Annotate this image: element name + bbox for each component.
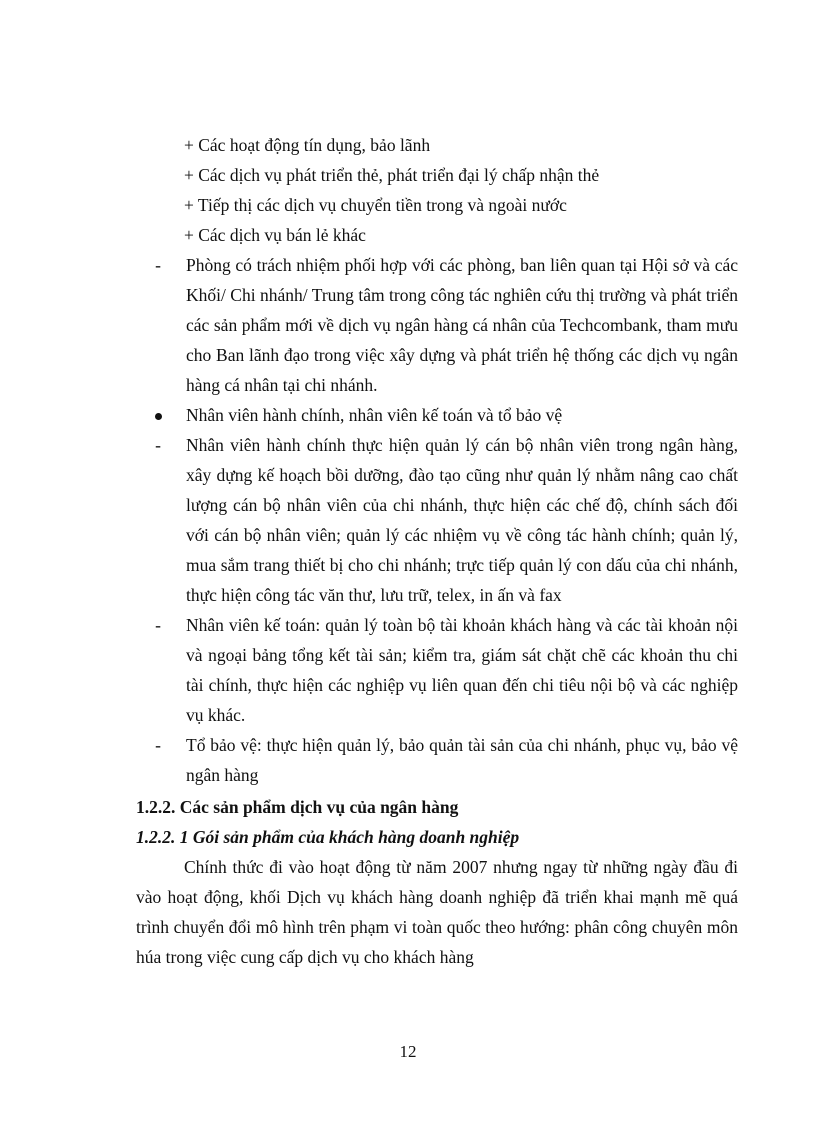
dash-marker: - [155, 255, 161, 275]
list-item-responsibility [136, 250, 738, 400]
dash-marker: - [155, 735, 161, 755]
list-item-security [136, 730, 738, 790]
item-text: Tổ bảo vệ: thực hiện quản lý, bảo quản tài sản của chi nhánh, phục vụ, bảo vệ ngân hàng [186, 735, 738, 785]
dash-marker: - [155, 435, 161, 455]
page-number: 12 [399, 1042, 417, 1061]
item-text: Nhân viên hành chính thực hiện quản lý cán bộ nhân viên trong ngân hàng, xây dựng kế hoạch bồi dưỡng, đào tạo cũng như quản lý nhằm nâng cao chất lượng cán bộ nhân viên của chi nhánh, thực hiện các chế độ, chính sách đối với cán bộ nhân viên; quản lý các nhiệm vụ về công tác hành chính; quản lý, mua sắm trang thiết bị cho chi nhánh; trực tiếp quản lý con dấu của chi nhánh, thực hiện công tác văn thư, lưu trữ, telex, in ấn và fax [186, 435, 738, 605]
section-heading: 1.2.2. Các sản phẩm dịch vụ của ngân hàng [136, 797, 459, 817]
list-item-admin [136, 430, 738, 610]
item-text: Nhân viên kế toán: quản lý toàn bộ tài khoản khách hàng và các tài khoản nội và ngoại bảng tổng kết tài sản; kiểm tra, giám sát chặt chẽ các khoản thu chi tài chính, thực hiện các nghiệp vụ liên quan đến chi tiêu nội bộ và các nghiệp vụ khác. [186, 615, 738, 725]
sub-item-retail: + Các dịch vụ bán lẻ khác [184, 225, 366, 245]
item-text: Nhân viên hành chính, nhân viên kế toán và tổ bảo vệ [186, 405, 563, 425]
bullet-item-staff [136, 400, 738, 430]
bullet-icon [148, 400, 168, 430]
sub-item-credit: + Các hoạt động tín dụng, bảo lãnh [184, 135, 431, 155]
dash-marker: - [155, 615, 161, 635]
body-paragraph: Chính thức đi vào hoạt động từ năm 2007 nhưng ngay từ những ngày đầu đi vào hoạt động, khối Dịch vụ khách hàng doanh nghiệp đã triển khai mạnh mẽ quá trình chuyển đổi mô hình trên phạm vi toàn quốc theo hướng: phân công chuyên môn húa trong việc cung cấp dịch vụ cho khách hàng [136, 857, 738, 967]
list-item-accounting [136, 610, 738, 730]
subsection-heading: 1.2.2. 1 Gói sản phẩm của khách hàng doanh nghiệp [136, 827, 520, 847]
sub-item-transfers: + Tiếp thị các dịch vụ chuyển tiền trong và ngoài nước [184, 195, 567, 215]
page-content [136, 130, 738, 972]
item-text: Phòng có trách nhiệm phối hợp với các phòng, ban liên quan tại Hội sở và các Khối/ Chi nhánh/ Trung tâm trong công tác nghiên cứu thị trường và phát triển các sản phẩm mới về dịch vụ ngân hàng cá nhân của Techcombank, tham mưu cho Ban lãnh đạo trong việc xây dựng và phát triển hệ thống các dịch vụ ngân hàng cá nhân tại chi nhánh. [186, 255, 738, 395]
sub-item-cards: + Các dịch vụ phát triển thẻ, phát triển đại lý chấp nhận thẻ [184, 165, 600, 185]
